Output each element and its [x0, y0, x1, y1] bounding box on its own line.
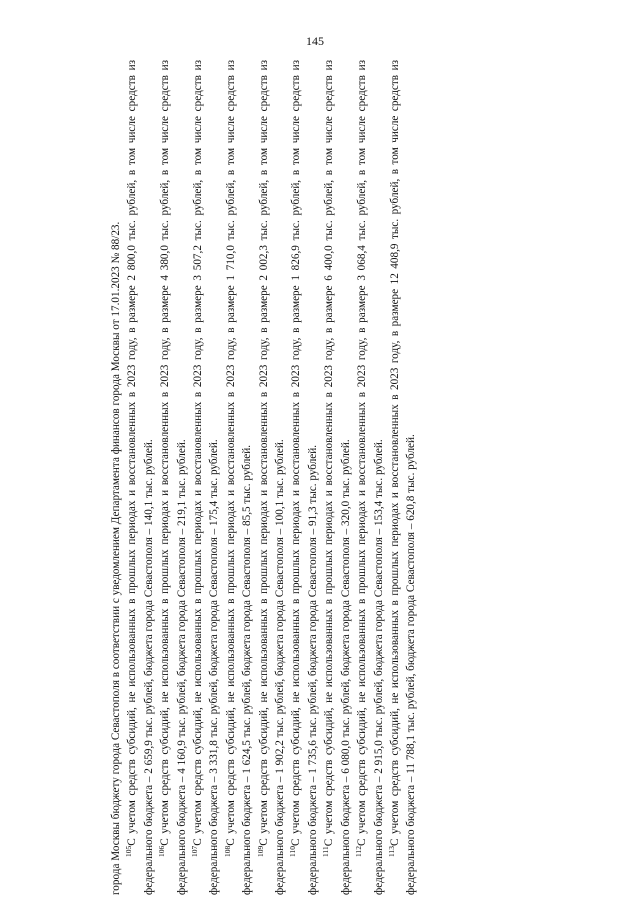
footnote-106: [157, 60, 190, 895]
footnote-111: [321, 60, 354, 895]
footnotes-block: [108, 60, 420, 895]
footnote-105: [124, 60, 157, 895]
footnote-112: [354, 60, 387, 895]
footnote-text: С учетом средств субсидий, не использованных в прошлых периодах и восстановленных в 2023 году, в размере 3 507,2 тыс. рублей, в том числе средств из федерального бюджета – 3 331,8 тыс. рублей, бюджета города Севастополя – 175,4 тыс. рублей.: [192, 60, 221, 895]
footnote-number: 111: [321, 846, 331, 857]
footnote-text: С учетом средств субсидий, не использованных в прошлых периодах и восстановленных в 2023 году, в размере 1 710,0 тыс. рублей, в том числе средств из федерального бюджета – 1 624,5 тыс. рублей, бюджета города Севастополя – 85,5 тыс. рублей.: [224, 60, 254, 895]
footnote-text: С учетом средств субсидий, не использованных в прошлых периодах и восстановленных в 2023 году, в размере 12 408,9 тыс. рублей, в том числе средств из федерального бюджета – 11 788,1 тыс. рублей, бюджета города Севастополя – 620,8 тыс. рублей.: [388, 60, 418, 895]
footnote-text: С учетом средств субсидий, не использованных в прошлых периодах и восстановленных в 2023 году, в размере 6 400,0 тыс. рублей, в том числе средств из федерального бюджета – 6 080,0 тыс. рублей, бюджета города Севастополя – 320,0 тыс. рублей.: [323, 60, 352, 895]
page-number: 145: [306, 34, 324, 48]
footnote-108: [223, 60, 256, 895]
footnote-text: С учетом средств субсидий, не использованных в прошлых периодах и восстановленных в 2023 году, в размере 3 068,4 тыс. рублей, в том числе средств из федерального бюджета – 2 915,0 тыс. рублей, бюджета города Севастополя – 153,4 тыс. рублей.: [356, 60, 385, 895]
footnote-110: [288, 60, 321, 895]
footnote-107: [190, 60, 223, 895]
footnote-number: 112: [354, 846, 364, 857]
footnote-number: 108: [222, 845, 232, 857]
footnote-number: 106: [157, 845, 167, 857]
footnote-text: С учетом средств субсидий, не использованных в прошлых периодах и восстановленных в 2023 году, в размере 2 002,3 тыс. рублей, в том числе средств из федерального бюджета – 1 902,2 тыс. рублей, бюджета города Севастополя – 100,1 тыс. рублей.: [257, 60, 287, 895]
footnote-text: С учетом средств субсидий, не использованных в прошлых периодах и восстановленных в 2023 году, в размере 2 800,0 тыс. рублей, в том числе средств из федерального бюджета – 2 659,9 тыс. рублей, бюджета города Севастополя – 140,1 тыс. рублей.: [126, 60, 155, 895]
footnote-number: 107: [190, 845, 200, 857]
footnote-109: [256, 60, 289, 895]
footnote-number: 110: [288, 846, 298, 857]
footnote-number: 113: [386, 846, 396, 857]
continuation-text: города Москвы бюджету города Севастополя в соответствии с уведомлением Департамента финансов города Москвы от 17.01.2023 № 88/23.: [110, 221, 122, 895]
footnote-113: [387, 60, 420, 895]
footnote-number: 109: [255, 845, 265, 857]
footnote-text: С учетом средств субсидий, не использованных в прошлых периодах и восстановленных в 2023 году, в размере 1 826,9 тыс. рублей, в том числе средств из федерального бюджета – 1 735,6 тыс. рублей, бюджета города Севастополя – 91,3 тыс. рублей.: [290, 60, 319, 895]
footnote-text: С учетом средств субсидий, не использованных в прошлых периодах и восстановленных в 2023 году, в размере 4 380,0 тыс. рублей, в том числе средств из федерального бюджета – 4 160,9 тыс. рублей, бюджета города Севастополя – 219,1 тыс. рублей.: [159, 60, 188, 895]
footnote-number: 105: [124, 845, 134, 857]
